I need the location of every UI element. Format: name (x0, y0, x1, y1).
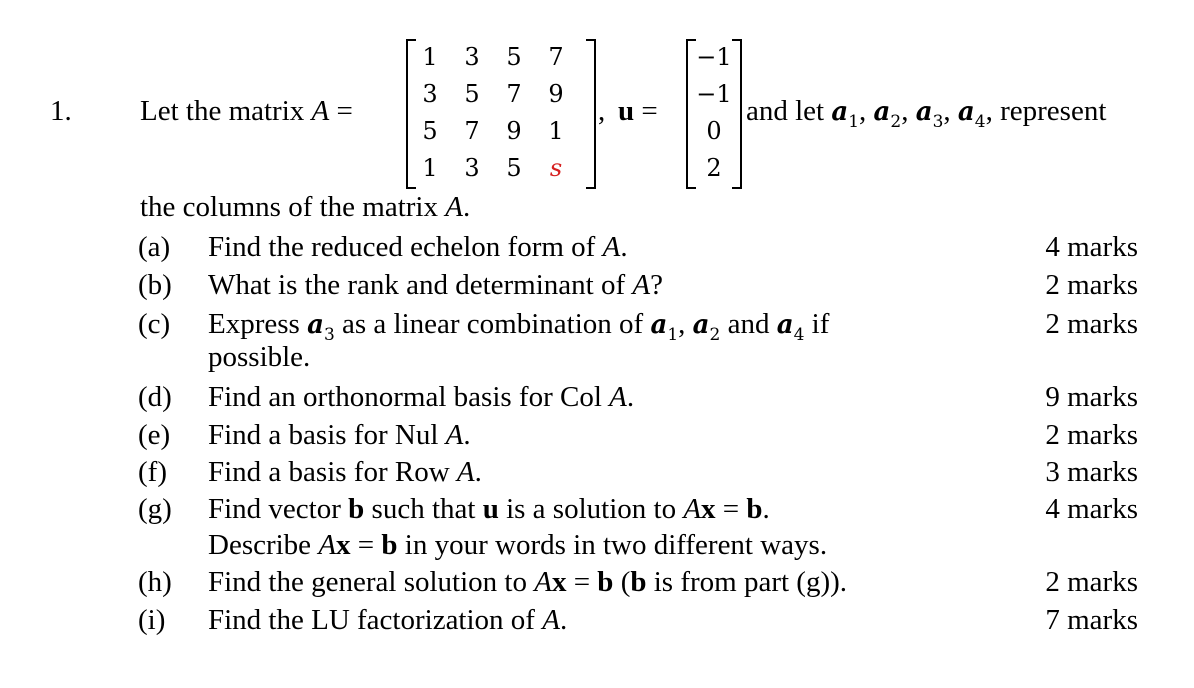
matrix-A-entry-r2c4: 9 (548, 80, 564, 108)
matrix-A (404, 38, 600, 190)
sep-3: , (943, 95, 958, 127)
matrix-symbol-A: A (311, 95, 330, 127)
matrix-A-entry-r1c1: 1 (422, 43, 438, 71)
vector-u-entry-4: 2 (706, 154, 722, 182)
item-d-marks: 9 marks (1045, 381, 1138, 413)
item-c-text: Express $a_3$ as a linear combination of $a_1$, $a_2$ and $a_4$ if (208, 308, 830, 345)
matrix-A-entry-r3c3: 9 (506, 117, 522, 145)
question-number: 1. (50, 95, 72, 127)
intro-let-text: Let the matrix (140, 95, 312, 127)
item-f-label: (f) (138, 456, 167, 488)
intro-line2 (140, 190, 470, 224)
item-b-marks: 2 marks (1045, 269, 1138, 301)
intro-and-let (746, 94, 1106, 139)
vector-u-entry-2: −1 (696, 80, 732, 108)
matrix-A-entry-r1c2: 3 (464, 43, 480, 71)
matrix-A-entry-r4c2: 3 (464, 154, 480, 182)
line2-A: A (445, 191, 463, 223)
item-a-text: Find the reduced echelon form of A. (208, 231, 628, 263)
item-i-label: (i) (138, 604, 166, 636)
vector-u-right-bracket (730, 38, 744, 190)
item-h-marks: 2 marks (1045, 566, 1138, 598)
item-c-marks: 2 marks (1045, 308, 1138, 340)
item-f-text: Find a basis for Row A. (208, 456, 482, 488)
intro-u-eq (618, 94, 658, 128)
item-e-label: (e) (138, 419, 171, 451)
item-a-marks: 4 marks (1045, 231, 1138, 263)
matrix-A-entry-r4c4: s (549, 154, 563, 182)
item-i-text: Find the LU factorization of A. (208, 604, 568, 636)
item-g-text: Find vector b such that u is a solution to Ax = b. (208, 493, 770, 525)
intro-let-matrix (140, 94, 353, 128)
matrix-A-entry-r3c1: 5 (422, 117, 438, 145)
represent-text: , represent (985, 95, 1107, 127)
intro-eq: = (329, 95, 353, 127)
item-h-text: Find the general solution to Ax = b (b is from part (g)). (208, 566, 848, 598)
column-a4: a (957, 97, 975, 127)
sep-2: , (901, 95, 916, 127)
item-g-marks: 4 marks (1045, 493, 1138, 525)
sep-1: , (859, 95, 874, 127)
intro-u-eq-sign: = (634, 95, 658, 127)
and-let-text: and let (746, 95, 832, 127)
item-c-text2: possible. (208, 341, 311, 373)
column-a1: a (831, 97, 849, 127)
column-a2-sub: 2 (890, 111, 902, 132)
vector-u-entry-3: 0 (706, 117, 722, 145)
matrix-A-entry-r2c2: 5 (464, 80, 480, 108)
matrix-A-entry-r3c4: 1 (548, 117, 564, 145)
matrix-A-entry-r1c3: 5 (506, 43, 522, 71)
item-c-label: (c) (138, 308, 171, 340)
item-h-label: (h) (138, 566, 172, 598)
line2-end: . (462, 191, 471, 223)
vector-symbol-u: u (618, 95, 635, 127)
item-e-text: Find a basis for Nul A. (208, 419, 471, 451)
matrix-A-entry-r4c1: 1 (422, 154, 438, 182)
matrix-A-entry-r4c3: 5 (506, 154, 522, 182)
matrix-A-right-bracket (584, 38, 598, 190)
column-a3-sub: 3 (932, 111, 944, 132)
matrix-A-entry-r3c2: 7 (464, 117, 480, 145)
item-g-label: (g) (138, 493, 172, 525)
item-b-text: What is the rank and determinant of A? (208, 269, 663, 301)
vector-u-entry-1: −1 (696, 43, 732, 71)
item-e-marks: 2 marks (1045, 419, 1138, 451)
item-a-label: (a) (138, 231, 171, 263)
item-d-label: (d) (138, 381, 172, 413)
column-a2: a (873, 97, 891, 127)
matrix-A-entry-r1c4: 7 (548, 43, 564, 71)
line2-text: the columns of the matrix (140, 191, 446, 223)
item-i-marks: 7 marks (1045, 604, 1138, 636)
item-f-marks: 3 marks (1045, 456, 1138, 488)
column-a3: a (915, 97, 933, 127)
matrix-A-entry-r2c1: 3 (422, 80, 438, 108)
item-d-text: Find an orthonormal basis for Col A. (208, 381, 635, 413)
item-g-text2: Describe Ax = b in your words in two different ways. (208, 529, 828, 561)
column-a1-sub: 1 (848, 111, 860, 132)
item-b-label: (b) (138, 269, 172, 301)
matrix-A-entry-r2c3: 7 (506, 80, 522, 108)
intro-comma: , (598, 95, 606, 127)
vector-u (684, 38, 744, 190)
column-a4-sub: 4 (974, 111, 986, 132)
